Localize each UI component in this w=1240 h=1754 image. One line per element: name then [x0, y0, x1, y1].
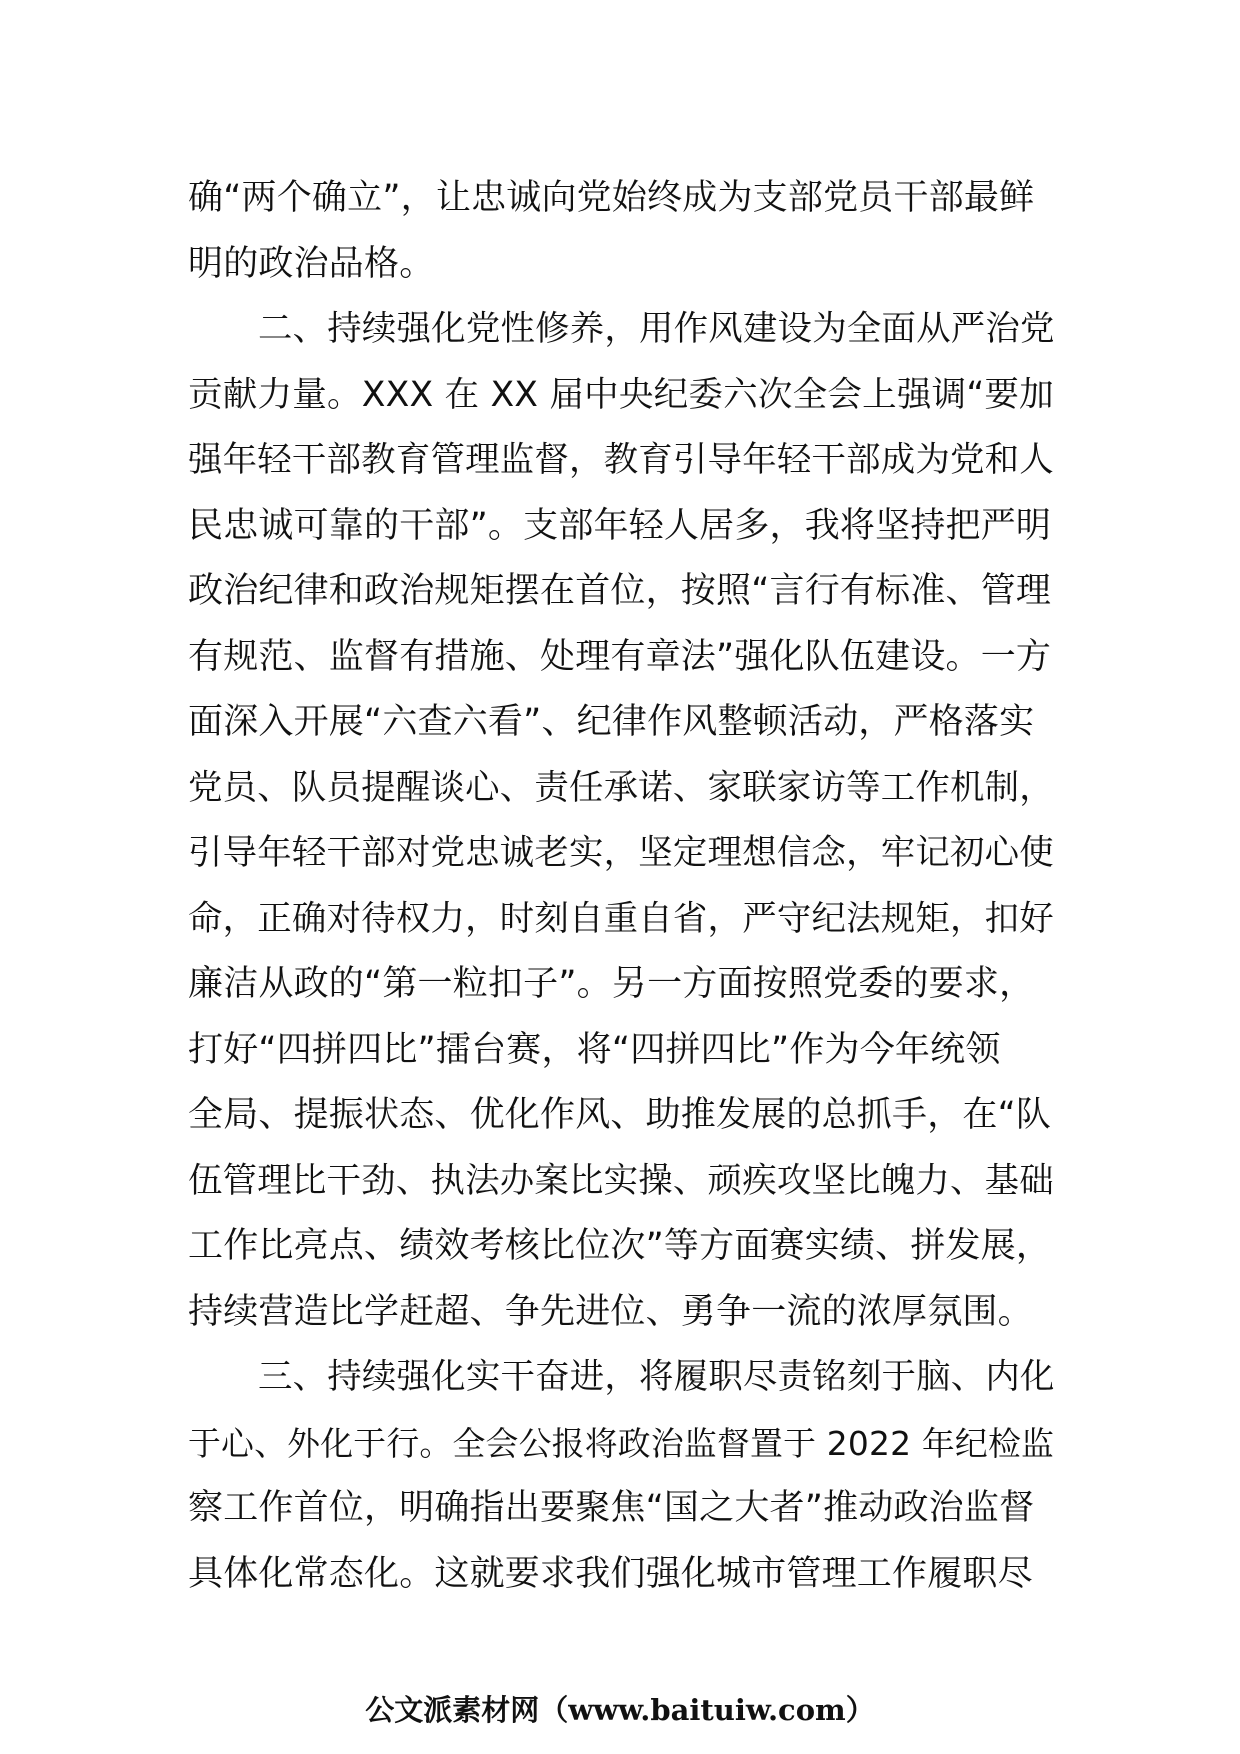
section-heading-line: 三、持续强化实干奋进，将履职尽责铭刻于脑、内化 — [258, 1357, 1055, 1397]
text-line: 命，正确对待权力，时刻自重自省，严守纪法规矩，扣好 — [188, 898, 1054, 939]
text-line: 确“两个确立”，让忠诚向党始终成为支部党员干部最鲜 — [188, 178, 1035, 218]
text-line: 明的政治品格。 — [188, 243, 435, 284]
document-body — [188, 166, 1054, 1607]
text-line: 察工作首位，明确指出要聚焦“国之大者”推动政治监督 — [188, 1488, 1035, 1528]
text-line: 持续营造比学赶超、争先进位、勇争一流的浓厚氛围。 — [188, 1291, 1033, 1332]
text-line: 有规范、监督有措施、处理有章法”强化队伍建设。一方 — [188, 636, 1052, 677]
text-line: 政治纪律和政治规矩摆在首位，按照“言行有标准、管理 — [188, 571, 1052, 611]
text-line: 民忠诚可靠的干部”。支部年轻人居多，我将坚持把严明 — [188, 505, 1052, 546]
text-line: 贡献力量。XXX 在 XX 届中央纪委六次全会上强调“要加 — [188, 374, 1054, 415]
text-line: 工作比亮点、绩效考核比位次”等方面赛实绩、拼发展， — [188, 1226, 1052, 1266]
text-line: 引导年轻干部对党忠诚老实，坚定理想信念，牢记初心使 — [188, 833, 1054, 873]
text-line: 伍管理比干劲、执法办案比实操、顽疾攻坚比魄力、基础 — [188, 1160, 1054, 1201]
text-line: 于心、外化于行。全会公报将政治监督置于 2022 年纪检监 — [188, 1423, 1055, 1463]
footer-watermark: 公文派素材网（www.baituiw.com） — [365, 1693, 875, 1727]
text-line: 廉洁从政的“第一粒扣子”。另一方面按照党委的要求， — [188, 964, 1035, 1004]
text-line: 面深入开展“六查六看”、纪律作风整顿活动，严格落实 — [188, 702, 1035, 742]
text-line: 党员、队员提醒谈心、责任承诺、家联家访等工作机制， — [188, 767, 1054, 808]
section-heading-line: 二、持续强化党性修养，用作风建设为全面从严治党 — [258, 309, 1055, 349]
text-line: 具体化常态化。这就要求我们强化城市管理工作履职尽 — [188, 1553, 1033, 1594]
text-line: 全局、提振状态、优化作风、助推发展的总抓手，在“队 — [188, 1095, 1052, 1135]
text-line: 打好“四拼四比”擂台赛，将“四拼四比”作为今年统领 — [188, 1029, 1001, 1070]
text-line: 强年轻干部教育管理监督，教育引导年轻干部成为党和人 — [188, 440, 1054, 480]
